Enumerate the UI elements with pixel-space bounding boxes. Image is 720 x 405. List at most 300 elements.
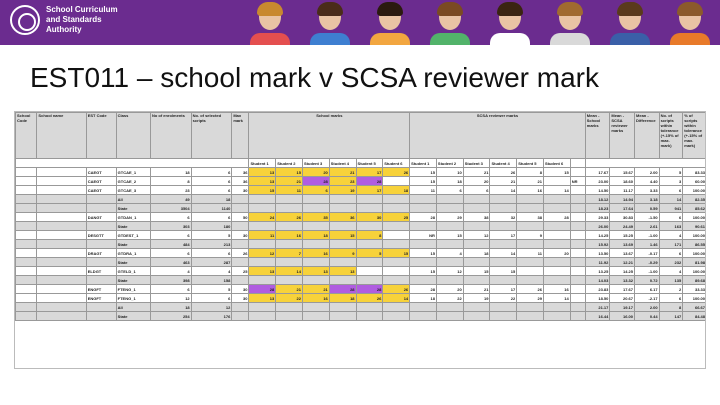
table-row: [16, 231, 707, 240]
cell-school-name: [37, 195, 86, 204]
cell-scsa-mark: [463, 222, 490, 231]
col-school-marks: School marks: [249, 113, 410, 159]
cell-school-mark: 28: [303, 177, 330, 186]
cell-enrolments: 463: [150, 258, 191, 267]
cell-scsa-mark: 19: [463, 294, 490, 303]
cell-scsa-mark: [410, 312, 437, 321]
cell-school-mark: [276, 195, 303, 204]
cell-school-mark: 13: [329, 267, 356, 276]
cell-scsa-mark: [410, 195, 437, 204]
table-row: [16, 276, 707, 285]
cell-scsa-note: [570, 231, 585, 240]
cell-school-mark: 28: [356, 285, 383, 294]
cell-class: GTELD_1: [116, 267, 150, 276]
cell-school-code: [16, 222, 37, 231]
cell-school-mark: 26: [356, 294, 383, 303]
cell-scsa-mark: [490, 204, 517, 213]
cell-school-mark: 15: [276, 168, 303, 177]
cell-school-mark: 13: [249, 168, 276, 177]
cell-school-mark: 28: [356, 177, 383, 186]
cell-school-mark: 14: [383, 294, 410, 303]
cell-school-mark: [356, 267, 383, 276]
cell-selected: 5: [191, 285, 232, 294]
cell-scsa-mark: 14: [490, 186, 517, 195]
cell-school-mark: [303, 276, 330, 285]
cell-scsa-mark: 21: [463, 285, 490, 294]
cell-class: State: [116, 258, 150, 267]
cell-mean-school: 29.33: [585, 213, 610, 222]
cell-selected: 18: [191, 195, 232, 204]
student-header: Student 6: [383, 159, 410, 168]
cell-pct-within: 100.00: [683, 186, 706, 195]
cell-scsa-mark: [436, 258, 463, 267]
cell-selected: 6: [191, 186, 232, 195]
cell-max-mark: [232, 222, 249, 231]
cell-pct-within: 84.48: [683, 312, 706, 321]
cell-school-mark: [303, 258, 330, 267]
col-selected-scripts: No. of selected scripts: [191, 113, 232, 159]
table-row: [16, 285, 707, 294]
cell-school-mark: [383, 267, 410, 276]
col-pct-within: % of scripts within tolerance (+-15% of max. mark): [683, 113, 706, 159]
cell-school-mark: 26: [383, 285, 410, 294]
cell-class: State: [116, 222, 150, 231]
cell-selected: 6: [191, 168, 232, 177]
cell-school-mark: [303, 222, 330, 231]
cell-mean-scsa: 17.64: [610, 204, 635, 213]
cell-mean-scsa: 18.60: [610, 177, 635, 186]
cell-est-code: [86, 240, 116, 249]
cell-max-mark: [232, 303, 249, 312]
cell-scsa-mark: 15: [436, 231, 463, 240]
cell-school-mark: 15: [329, 231, 356, 240]
cell-school-mark: [276, 204, 303, 213]
cell-scsa-mark: 26: [490, 168, 517, 177]
cell-pct-within: 81.98: [683, 258, 706, 267]
cell-scsa-mark: 12: [436, 267, 463, 276]
cell-school-mark: [249, 240, 276, 249]
cell-school-code: [16, 213, 37, 222]
cell-mean-scsa: 17.67: [610, 285, 635, 294]
cell-est-code: ENGFT: [86, 294, 116, 303]
table-row: [16, 204, 707, 213]
cell-school-mark: [303, 312, 330, 321]
table-body: [16, 168, 707, 321]
cell-est-code: [86, 195, 116, 204]
cell-school-code: [16, 249, 37, 258]
cell-mean-diff: -0.17: [635, 249, 660, 258]
cell-class: State: [116, 276, 150, 285]
cell-scsa-mark: 28: [410, 285, 437, 294]
cell-school-mark: [383, 240, 410, 249]
cell-school-mark: [249, 195, 276, 204]
cell-school-mark: 11: [276, 186, 303, 195]
cell-scsa-mark: [436, 240, 463, 249]
cell-school-code: [16, 303, 37, 312]
cell-scsa-mark: 22: [490, 294, 517, 303]
cell-school-mark: [303, 195, 330, 204]
cell-scsa-mark: 22: [436, 294, 463, 303]
cell-mean-school: 26.00: [585, 222, 610, 231]
cell-max-mark: 36: [232, 177, 249, 186]
cell-scsa-mark: [517, 222, 544, 231]
cell-max-mark: 25: [232, 267, 249, 276]
cell-school-mark: [249, 276, 276, 285]
cell-school-mark: [276, 258, 303, 267]
student-header: Student 2: [276, 159, 303, 168]
student-header: Student 5: [356, 159, 383, 168]
cell-mean-school: 14.50: [585, 186, 610, 195]
cell-scsa-mark: [490, 240, 517, 249]
slide-title: EST011 – school mark v SCSA reviewer mark: [30, 62, 600, 93]
cell-selected: 158: [191, 276, 232, 285]
cell-est-code: [86, 258, 116, 267]
cell-school-mark: 17: [356, 186, 383, 195]
cell-school-mark: [329, 240, 356, 249]
cell-mean-scsa: 14.25: [610, 267, 635, 276]
cell-scsa-mark: 17: [490, 231, 517, 240]
cell-no-within: 4: [659, 231, 683, 240]
cell-scsa-mark: 15: [410, 267, 437, 276]
cell-school-name: [37, 276, 86, 285]
cell-selected: 6: [191, 294, 232, 303]
cell-pct-within: 100.00: [683, 267, 706, 276]
cell-school-mark: 20: [303, 168, 330, 177]
cell-school-mark: 15: [383, 249, 410, 258]
cell-school-mark: 18: [383, 186, 410, 195]
cell-school-mark: 16: [276, 231, 303, 240]
cell-selected: 287: [191, 258, 232, 267]
cell-school-mark: 22: [276, 294, 303, 303]
table-row: [16, 294, 707, 303]
col-enrolments: No of enrolments: [150, 113, 191, 159]
student-photo: [240, 0, 300, 45]
cell-scsa-mark: [410, 258, 437, 267]
cell-scsa-mark: 4: [436, 249, 463, 258]
cell-school-mark: [383, 258, 410, 267]
student-header: Student 5: [517, 159, 544, 168]
table-row: [16, 267, 707, 276]
cell-enrolments: 8: [150, 177, 191, 186]
cell-school-mark: 13: [249, 267, 276, 276]
cell-est-code: CAEGT: [86, 186, 116, 195]
cell-scsa-mark: 18: [463, 249, 490, 258]
table-row: [16, 213, 707, 222]
cell-enrolments: 23: [150, 186, 191, 195]
cell-mean-diff: 1.46: [635, 240, 660, 249]
cell-selected: 4: [191, 267, 232, 276]
cell-school-mark: [356, 303, 383, 312]
cell-scsa-mark: [490, 258, 517, 267]
cell-school-mark: 26: [383, 168, 410, 177]
cell-school-name: [37, 168, 86, 177]
cell-school-name: [37, 258, 86, 267]
cell-school-mark: 8: [356, 231, 383, 240]
col-class: Class: [116, 113, 150, 159]
cell-school-mark: [276, 303, 303, 312]
cell-est-code: DESGTT: [86, 231, 116, 240]
cell-scsa-mark: [463, 204, 490, 213]
cell-school-mark: [329, 312, 356, 321]
cell-scsa-note: [570, 303, 585, 312]
cell-scsa-note: [570, 294, 585, 303]
student-header: Student 2: [436, 159, 463, 168]
cell-school-name: [37, 186, 86, 195]
cell-scsa-mark: [517, 312, 544, 321]
cell-school-mark: [249, 222, 276, 231]
student-photos: [240, 0, 720, 45]
cell-scsa-mark: [463, 240, 490, 249]
cell-enrolments: 4: [150, 267, 191, 276]
student-header-row: [16, 159, 707, 168]
cell-school-mark: [303, 204, 330, 213]
cell-school-mark: 23: [329, 177, 356, 186]
cell-school-code: [16, 240, 37, 249]
cell-school-code: [16, 294, 37, 303]
cell-school-mark: [303, 303, 330, 312]
cell-scsa-mark: 38: [517, 213, 544, 222]
cell-no-within: 5: [659, 168, 683, 177]
cell-max-mark: 30: [232, 294, 249, 303]
cell-school-mark: 21: [329, 168, 356, 177]
header-banner: [0, 0, 720, 45]
cell-class: GTDAN_1: [116, 213, 150, 222]
cell-scsa-mark: 38: [463, 213, 490, 222]
cell-selected: 176: [191, 312, 232, 321]
cell-scsa-note: [570, 276, 585, 285]
cell-scsa-mark: [490, 303, 517, 312]
cell-selected: 180: [191, 222, 232, 231]
cell-class: GTCAE_1: [116, 168, 150, 177]
cell-school-mark: [383, 231, 410, 240]
cell-selected: 6: [191, 213, 232, 222]
student-photo: [480, 0, 540, 45]
student-header: Student 3: [463, 159, 490, 168]
cell-max-mark: 26: [232, 249, 249, 258]
cell-pct-within: 90.61: [683, 222, 706, 231]
footer: [0, 370, 720, 405]
cell-scsa-note: [570, 186, 585, 195]
cell-class: GTCAE_2: [116, 177, 150, 186]
cell-scsa-mark: 15: [543, 168, 570, 177]
cell-max-mark: [232, 204, 249, 213]
cell-mean-scsa: 20.67: [610, 294, 635, 303]
cell-mean-scsa: 12.21: [610, 258, 635, 267]
cell-school-mark: [276, 312, 303, 321]
col-school-name: School name: [37, 113, 86, 159]
cell-school-mark: 21: [276, 285, 303, 294]
cell-school-mark: 13: [249, 177, 276, 186]
cell-school-mark: 25: [383, 213, 410, 222]
cell-school-mark: 13: [249, 294, 276, 303]
cell-school-mark: [356, 258, 383, 267]
cell-est-code: ELDGT: [86, 267, 116, 276]
student-photo: [600, 0, 660, 45]
cell-pct-within: 89.68: [683, 276, 706, 285]
cell-school-code: [16, 276, 37, 285]
cell-enrolments: 18: [150, 168, 191, 177]
cell-scsa-mark: [543, 312, 570, 321]
cell-scsa-note: [570, 249, 585, 258]
cell-school-mark: 6: [303, 186, 330, 195]
cell-scsa-mark: 15: [410, 177, 437, 186]
cell-pct-within: 82.35: [683, 195, 706, 204]
cell-school-mark: [383, 303, 410, 312]
cell-school-name: [37, 213, 86, 222]
cell-scsa-note: [570, 204, 585, 213]
cell-max-mark: [232, 258, 249, 267]
cell-scsa-mark: 11: [517, 249, 544, 258]
cell-scsa-mark: [463, 195, 490, 204]
cell-no-within: 8: [659, 303, 683, 312]
cell-mean-scsa: 13.69: [610, 240, 635, 249]
cell-school-mark: [329, 222, 356, 231]
cell-no-within: 6: [659, 213, 683, 222]
cell-school-mark: [383, 204, 410, 213]
cell-pct-within: 60.00: [683, 177, 706, 186]
cell-mean-scsa: 16.00: [610, 312, 635, 321]
cell-mean-diff: 4.40: [635, 177, 660, 186]
cell-school-mark: 9: [329, 249, 356, 258]
table-row: [16, 312, 707, 321]
col-mean-scsa: Mean - SCSA reviewer marks: [610, 113, 635, 159]
cell-scsa-mark: [410, 240, 437, 249]
cell-scsa-mark: 29: [436, 213, 463, 222]
cell-school-mark: [356, 195, 383, 204]
cell-scsa-mark: [543, 267, 570, 276]
cell-est-code: DANGT: [86, 213, 116, 222]
cell-no-within: 941: [659, 204, 683, 213]
cell-school-mark: [249, 258, 276, 267]
cell-mean-diff: 0.44: [635, 312, 660, 321]
cell-scsa-mark: [436, 312, 463, 321]
cell-mean-scsa: 24.49: [610, 222, 635, 231]
cell-enrolments: 254: [150, 312, 191, 321]
cell-mean-school: 18.23: [585, 204, 610, 213]
cell-mean-scsa: 13.32: [610, 276, 635, 285]
cell-selected: 5: [191, 231, 232, 240]
cell-mean-scsa: 15.67: [610, 168, 635, 177]
cell-mean-school: 21.17: [585, 303, 610, 312]
cell-school-name: [37, 222, 86, 231]
cell-school-mark: 18: [303, 231, 330, 240]
cell-school-mark: 12: [249, 249, 276, 258]
cell-scsa-mark: 16: [543, 285, 570, 294]
cell-no-within: 6: [659, 186, 683, 195]
cell-school-mark: [329, 276, 356, 285]
table-row: [16, 222, 707, 231]
cell-scsa-mark: 28: [543, 213, 570, 222]
student-header: Student 3: [303, 159, 330, 168]
cell-school-mark: [329, 195, 356, 204]
cell-scsa-mark: 15: [410, 168, 437, 177]
cell-school-name: [37, 294, 86, 303]
cell-scsa-mark: [490, 195, 517, 204]
cell-school-mark: [276, 240, 303, 249]
spreadsheet: [14, 111, 706, 369]
cell-max-mark: 30: [232, 285, 249, 294]
cell-scsa-note: [570, 267, 585, 276]
col-mean-school: Mean - School marks: [585, 113, 610, 159]
cell-enrolments: 6: [150, 249, 191, 258]
cell-enrolments: 484: [150, 240, 191, 249]
cell-mean-school: 11.92: [585, 258, 610, 267]
cell-pct-within: 100.00: [683, 294, 706, 303]
cell-school-mark: [383, 276, 410, 285]
cell-scsa-mark: [490, 222, 517, 231]
cell-scsa-mark: 12: [463, 231, 490, 240]
student-header: Student 1: [410, 159, 437, 168]
cell-scsa-note: NR: [570, 177, 585, 186]
cell-class: State: [116, 312, 150, 321]
cell-school-mark: 17: [356, 168, 383, 177]
cell-mean-diff: 2.00: [635, 303, 660, 312]
cell-no-within: 14: [659, 195, 683, 204]
cell-scsa-mark: [410, 276, 437, 285]
cell-est-code: [86, 276, 116, 285]
cell-school-code: [16, 204, 37, 213]
cell-est-code: [86, 222, 116, 231]
cell-scsa-mark: [490, 312, 517, 321]
cell-no-within: 6: [659, 294, 683, 303]
cell-mean-school: 23.83: [585, 285, 610, 294]
cell-scsa-mark: [543, 222, 570, 231]
table-row: [16, 303, 707, 312]
cell-scsa-mark: 9: [517, 231, 544, 240]
cell-enrolments: 18: [150, 303, 191, 312]
cell-est-code: DRAGT: [86, 249, 116, 258]
cell-school-mark: 13: [303, 267, 330, 276]
cell-no-within: 147: [659, 312, 683, 321]
cell-mean-scsa: 13.67: [610, 249, 635, 258]
cell-school-mark: [383, 222, 410, 231]
cell-scsa-note: [570, 240, 585, 249]
cell-selected: 12: [191, 303, 232, 312]
cell-scsa-mark: [436, 276, 463, 285]
cell-class: State: [116, 204, 150, 213]
cell-no-within: 232: [659, 258, 683, 267]
cell-school-code: [16, 195, 37, 204]
cell-school-mark: 21: [303, 285, 330, 294]
cell-scsa-mark: 20: [463, 177, 490, 186]
cell-school-mark: [329, 204, 356, 213]
table-row: [16, 177, 707, 186]
cell-class: FTENG_1: [116, 285, 150, 294]
cell-scsa-mark: [410, 204, 437, 213]
cell-scsa-mark: [543, 231, 570, 240]
cell-mean-diff: -1.00: [635, 267, 660, 276]
cell-school-mark: [303, 240, 330, 249]
table-row: [16, 168, 707, 177]
cell-school-mark: 35: [303, 213, 330, 222]
cell-class: GTDEST_1: [116, 231, 150, 240]
cell-pct-within: 85.62: [683, 204, 706, 213]
cell-enrolments: 49: [150, 195, 191, 204]
cell-scsa-mark: 28: [410, 213, 437, 222]
cell-enrolments: 3504: [150, 204, 191, 213]
cell-scsa-mark: 15: [490, 267, 517, 276]
cell-school-mark: 21: [276, 177, 303, 186]
cell-class: FTENG_1: [116, 294, 150, 303]
cell-pct-within: 100.00: [683, 249, 706, 258]
cell-scsa-mark: NR: [410, 231, 437, 240]
cell-mean-diff: -1.00: [635, 231, 660, 240]
cell-school-code: [16, 267, 37, 276]
cell-scsa-mark: 20: [543, 249, 570, 258]
cell-school-mark: 28: [329, 285, 356, 294]
cell-mean-diff: -0.29: [635, 258, 660, 267]
cell-no-within: 2: [659, 285, 683, 294]
